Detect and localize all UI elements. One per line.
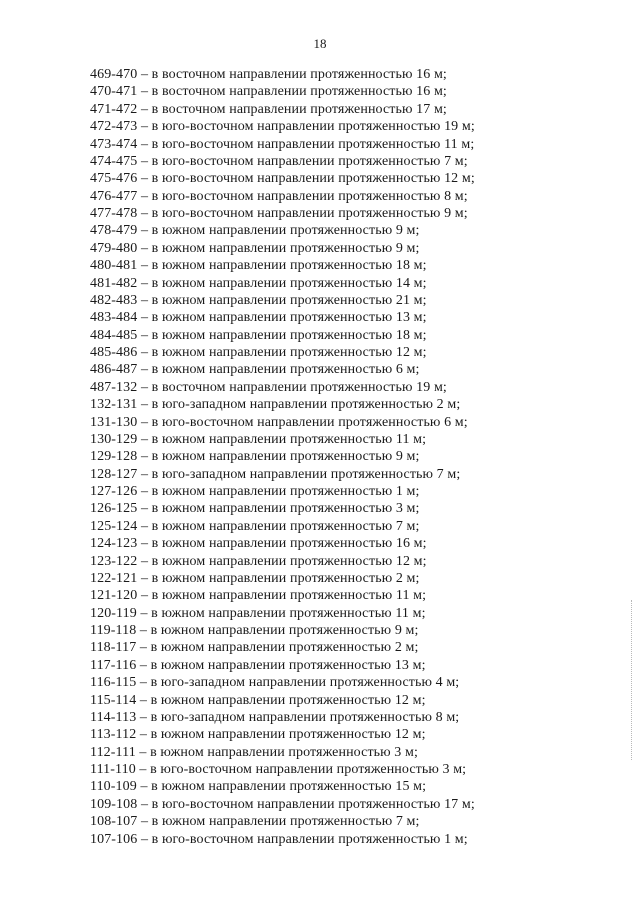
segment-line: 120-119 – в южном направлении протяженностью 11 м; [90, 605, 426, 621]
segment-line: 119-118 – в южном направлении протяженностью 9 м; [90, 623, 419, 638]
segment-line: 126-125 – в южном направлении протяженностью 3 м; [90, 501, 420, 517]
page-number: 18 [313, 36, 327, 51]
segment-line: 131-130 – в юго-восточном направлении протяженностью 6 м; [90, 414, 468, 430]
segment-line: 117-116 – в южном направлении протяженностью 13 м; [90, 657, 426, 673]
segment-line: 475-476 – в юго-восточном направлении протяженностью 12 м; [90, 171, 475, 187]
segment-line: 480-481 – в южном направлении протяженностью 18 м; [90, 258, 427, 274]
segment-line: 108-107 – в южном направлении протяженностью 7 м; [90, 814, 420, 830]
segment-line: 124-123 – в южном направлении протяженностью 16 м; [90, 536, 427, 552]
segment-line: 481-482 – в южном направлении протяженностью 14 м; [90, 275, 427, 291]
segment-line: 471-472 – в восточном направлении протяженностью 17 м; [90, 101, 447, 117]
segment-line: 118-117 – в южном направлении протяженностью 2 м; [90, 640, 419, 656]
segment-line: 128-127 – в юго-западном направлении протяженностью 7 м; [90, 466, 461, 482]
segment-line: 473-474 – в юго-восточном направлении протяженностью 11 м; [90, 136, 475, 152]
segment-line: 127-126 – в южном направлении протяженностью 1 м; [90, 484, 420, 499]
segment-line: 114-113 – в юго-западном направлении протяженностью 8 м; [90, 709, 460, 725]
segment-line: 112-111 – в южном направлении протяженностью 3 м; [90, 744, 418, 760]
segment-line: 110-109 – в южном направлении протяженностью 15 м; [90, 779, 427, 795]
segment-line: 482-483 – в южном направлении протяженностью 21 м; [90, 292, 427, 308]
segment-line: 486-487 – в южном направлении протяженностью 6 м; [90, 362, 420, 378]
segment-line: 483-484 – в южном направлении протяженностью 13 м; [90, 310, 427, 326]
segment-line: 469-470 – в восточном направлении протяженностью 16 м; [90, 67, 447, 82]
segment-line: 115-114 – в южном направлении протяженностью 12 м; [90, 692, 426, 708]
segment-line: 116-115 – в юго-западном направлении протяженностью 4 м; [90, 675, 460, 691]
segment-line: 107-106 – в юго-восточном направлении протяженностью 1 м; [90, 831, 468, 847]
scan-edge-marks [631, 600, 633, 760]
segment-line: 470-471 – в восточном направлении протяженностью 16 м; [90, 84, 447, 100]
segment-line: 122-121 – в южном направлении протяженностью 2 м; [90, 570, 420, 586]
segment-line: 476-477 – в юго-восточном направлении протяженностью 8 м; [90, 188, 468, 204]
segment-line: 472-473 – в юго-восточном направлении протяженностью 19 м; [90, 119, 475, 135]
segment-line: 484-485 – в южном направлении протяженностью 18 м; [90, 327, 427, 343]
segment-line: 121-120 – в южном направлении протяженностью 11 м; [90, 588, 427, 604]
segment-line: 485-486 – в южном направлении протяженностью 12 м; [90, 345, 427, 360]
segment-line: 474-475 – в юго-восточном направлении протяженностью 7 м; [90, 153, 468, 169]
segment-line: 111-110 – в юго-восточном направлении протяженностью 3 м; [90, 762, 467, 777]
segment-line: 125-124 – в южном направлении протяженностью 7 м; [90, 518, 420, 534]
segment-line: 129-128 – в южном направлении протяженностью 9 м; [90, 449, 420, 465]
segment-list [90, 66, 475, 848]
segment-line: 132-131 – в юго-западном направлении протяженностью 2 м; [90, 397, 461, 413]
segment-line: 130-129 – в южном направлении протяженностью 11 м; [90, 431, 427, 447]
segment-line: 478-479 – в южном направлении протяженностью 9 м; [90, 223, 420, 239]
segment-line: 123-122 – в южном направлении протяженностью 12 м; [90, 553, 427, 569]
segment-line: 113-112 – в южном направлении протяженностью 12 м; [90, 727, 426, 743]
segment-line: 479-480 – в южном направлении протяженностью 9 м; [90, 240, 420, 256]
segment-line: 477-478 – в юго-восточном направлении протяженностью 9 м; [90, 206, 468, 221]
segment-line: 109-108 – в юго-восточном направлении протяженностью 17 м; [90, 796, 475, 812]
segment-line: 487-132 – в восточном направлении протяженностью 19 м; [90, 379, 447, 395]
